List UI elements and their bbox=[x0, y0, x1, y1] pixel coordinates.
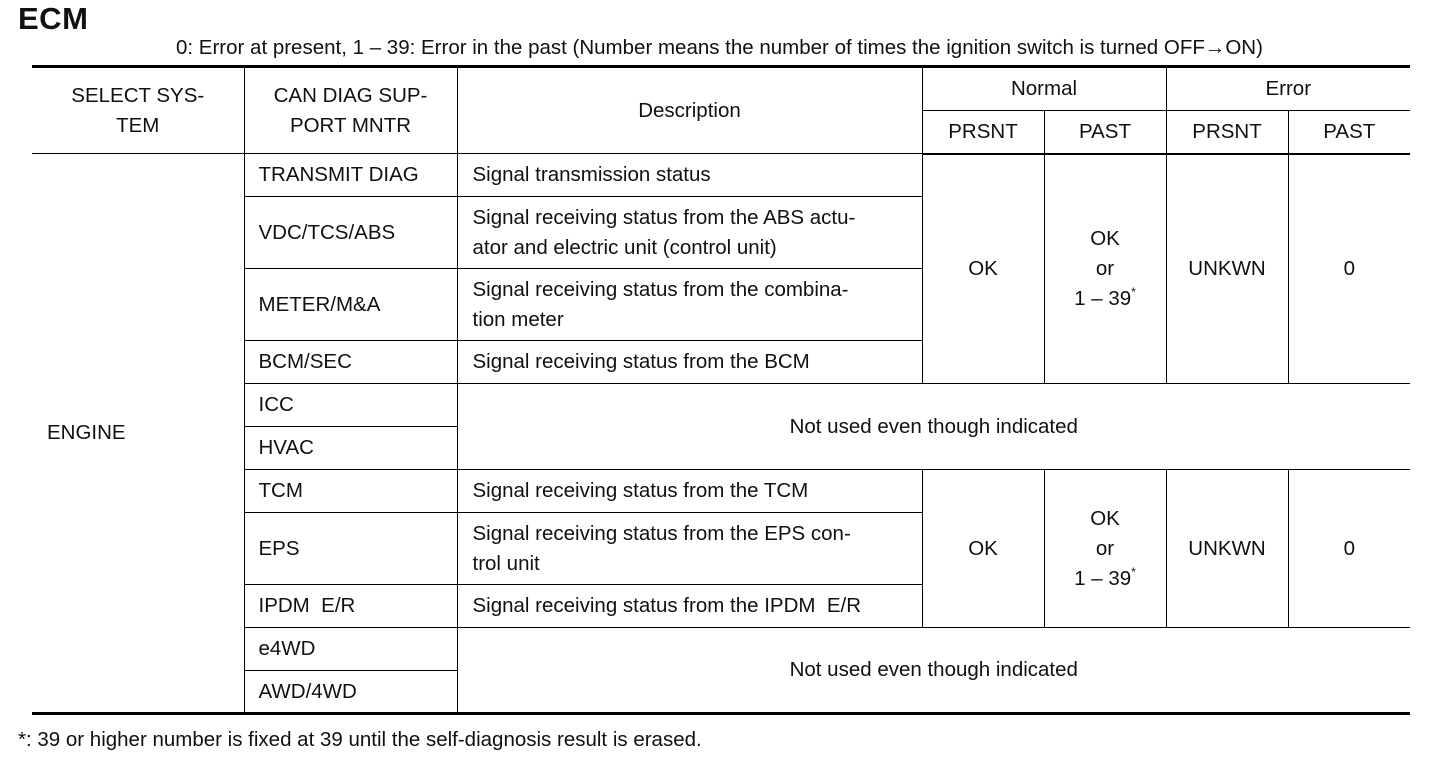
group1-normal-past-line1: OK bbox=[1090, 226, 1120, 250]
header-can-diag bbox=[244, 67, 457, 154]
group2-normal-past-line3 bbox=[1045, 564, 1166, 594]
description-cell: Signal receiving status from the TCM bbox=[457, 470, 922, 513]
unit-cell: AWD/4WD bbox=[244, 671, 457, 714]
group2-normal-prsnt: OK bbox=[922, 470, 1044, 628]
group1-error-prsnt: UNKWN bbox=[1166, 154, 1288, 384]
description-line2: trol unit bbox=[472, 551, 540, 575]
not-used-cell: Not used even though indicated bbox=[457, 384, 1410, 470]
header-select-system bbox=[32, 67, 244, 154]
unit-cell: EPS bbox=[244, 513, 457, 585]
group2-error-prsnt: UNKWN bbox=[1166, 470, 1288, 628]
description-cell: Signal receiving status from the IPDM E/R bbox=[457, 585, 922, 628]
description-line2: tion meter bbox=[472, 307, 564, 331]
description-cell bbox=[457, 269, 922, 341]
select-system-cell: ENGINE bbox=[32, 154, 244, 714]
header-normal: Normal bbox=[922, 67, 1166, 111]
description-line1: Signal receiving status from the combina- bbox=[472, 277, 849, 301]
unit-cell: e4WD bbox=[244, 628, 457, 671]
unit-cell: IPDM E/R bbox=[244, 585, 457, 628]
group1-normal-past-line3 bbox=[1045, 284, 1166, 314]
unit-cell: HVAC bbox=[244, 427, 457, 470]
group1-error-past: 0 bbox=[1288, 154, 1410, 384]
header-error-prsnt: PRSNT bbox=[1166, 111, 1288, 154]
header-normal-prsnt: PRSNT bbox=[922, 111, 1044, 154]
unit-cell: TRANSMIT DIAG bbox=[244, 154, 457, 197]
group1-normal-past-range: 1 – 39 bbox=[1074, 286, 1132, 310]
group2-normal-past-line2: or bbox=[1095, 536, 1115, 560]
group2-error-past: 0 bbox=[1288, 470, 1410, 628]
legend-text: 0: Error at present, 1 – 39: Error in the past (Number means the number of times the ignition switch is turned OFF→ON) bbox=[176, 36, 1263, 59]
description-line1: Signal receiving status from the EPS con- bbox=[472, 521, 851, 545]
header-can-diag-line1: CAN DIAG SUP- bbox=[273, 83, 428, 107]
unit-cell: VDC/TCS/ABS bbox=[244, 197, 457, 269]
description-line1: Signal receiving status from the ABS actu- bbox=[472, 205, 856, 229]
page-title: ECM bbox=[18, 1, 89, 36]
description-line2: ator and electric unit (control unit) bbox=[472, 235, 777, 259]
header-normal-past: PAST bbox=[1044, 111, 1166, 154]
table-row bbox=[32, 154, 1410, 197]
description-cell bbox=[457, 513, 922, 585]
can-diag-table bbox=[32, 65, 1410, 715]
description-cell: Signal transmission status bbox=[457, 154, 922, 197]
group2-normal-past bbox=[1044, 470, 1166, 628]
unit-cell: ICC bbox=[244, 384, 457, 427]
header-select-system-line1: SELECT SYS- bbox=[71, 83, 205, 107]
group1-normal-past-line2: or bbox=[1095, 256, 1115, 280]
header-error-past: PAST bbox=[1288, 111, 1410, 154]
header-select-system-line2: TEM bbox=[116, 113, 160, 137]
description-cell bbox=[457, 197, 922, 269]
unit-cell: BCM/SEC bbox=[244, 341, 457, 384]
header-can-diag-line2: PORT MNTR bbox=[289, 113, 412, 137]
asterisk-mark: * bbox=[1131, 284, 1136, 299]
group1-normal-prsnt: OK bbox=[922, 154, 1044, 384]
asterisk-mark: * bbox=[1131, 564, 1136, 579]
group2-normal-past-line1: OK bbox=[1090, 506, 1120, 530]
group2-normal-past-range: 1 – 39 bbox=[1074, 566, 1132, 590]
description-cell: Signal receiving status from the BCM bbox=[457, 341, 922, 384]
header-description: Description bbox=[457, 67, 922, 154]
unit-cell: TCM bbox=[244, 470, 457, 513]
header-error: Error bbox=[1166, 67, 1410, 111]
group1-normal-past bbox=[1044, 154, 1166, 384]
unit-cell: METER/M&A bbox=[244, 269, 457, 341]
not-used-cell: Not used even though indicated bbox=[457, 628, 1410, 714]
footnote: *: 39 or higher number is fixed at 39 until the self-diagnosis result is erased. bbox=[18, 728, 702, 751]
